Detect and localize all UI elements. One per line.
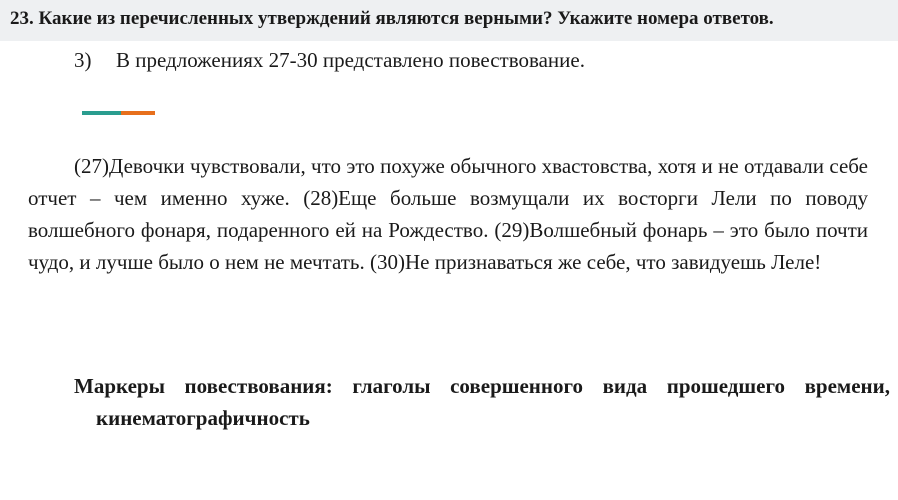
answer-statement xyxy=(74,46,585,74)
question-header xyxy=(0,0,898,41)
statement-number: 3) xyxy=(74,48,92,72)
statement-text: В предложениях 27-30 представлено повествование. xyxy=(116,48,585,72)
accent-divider-teal xyxy=(82,111,121,115)
text-passage: (27)Девочки чувствовали, что это похуже обычного хвастовства, хотя и не отдавали себе отчет – чем именно хуже. (28)Еще больше возмущали их восторги Лели по поводу волшебного фонаря, подаренного ей на Рождество. (29)Волшебный фонарь – это было почти чудо, и лучше было о нем не мечтать. (30)Не признаваться же себе, что завидуешь Леле! xyxy=(28,154,868,274)
accent-divider-orange xyxy=(121,111,155,115)
question-title: 23. Какие из перечисленных утверждений являются верными? Укажите номера ответов. xyxy=(10,8,774,29)
narration-markers: Маркеры повествования: глаголы совершенного вида прошедшего времени, кинематографичность xyxy=(74,374,890,430)
accent-divider xyxy=(82,111,155,115)
